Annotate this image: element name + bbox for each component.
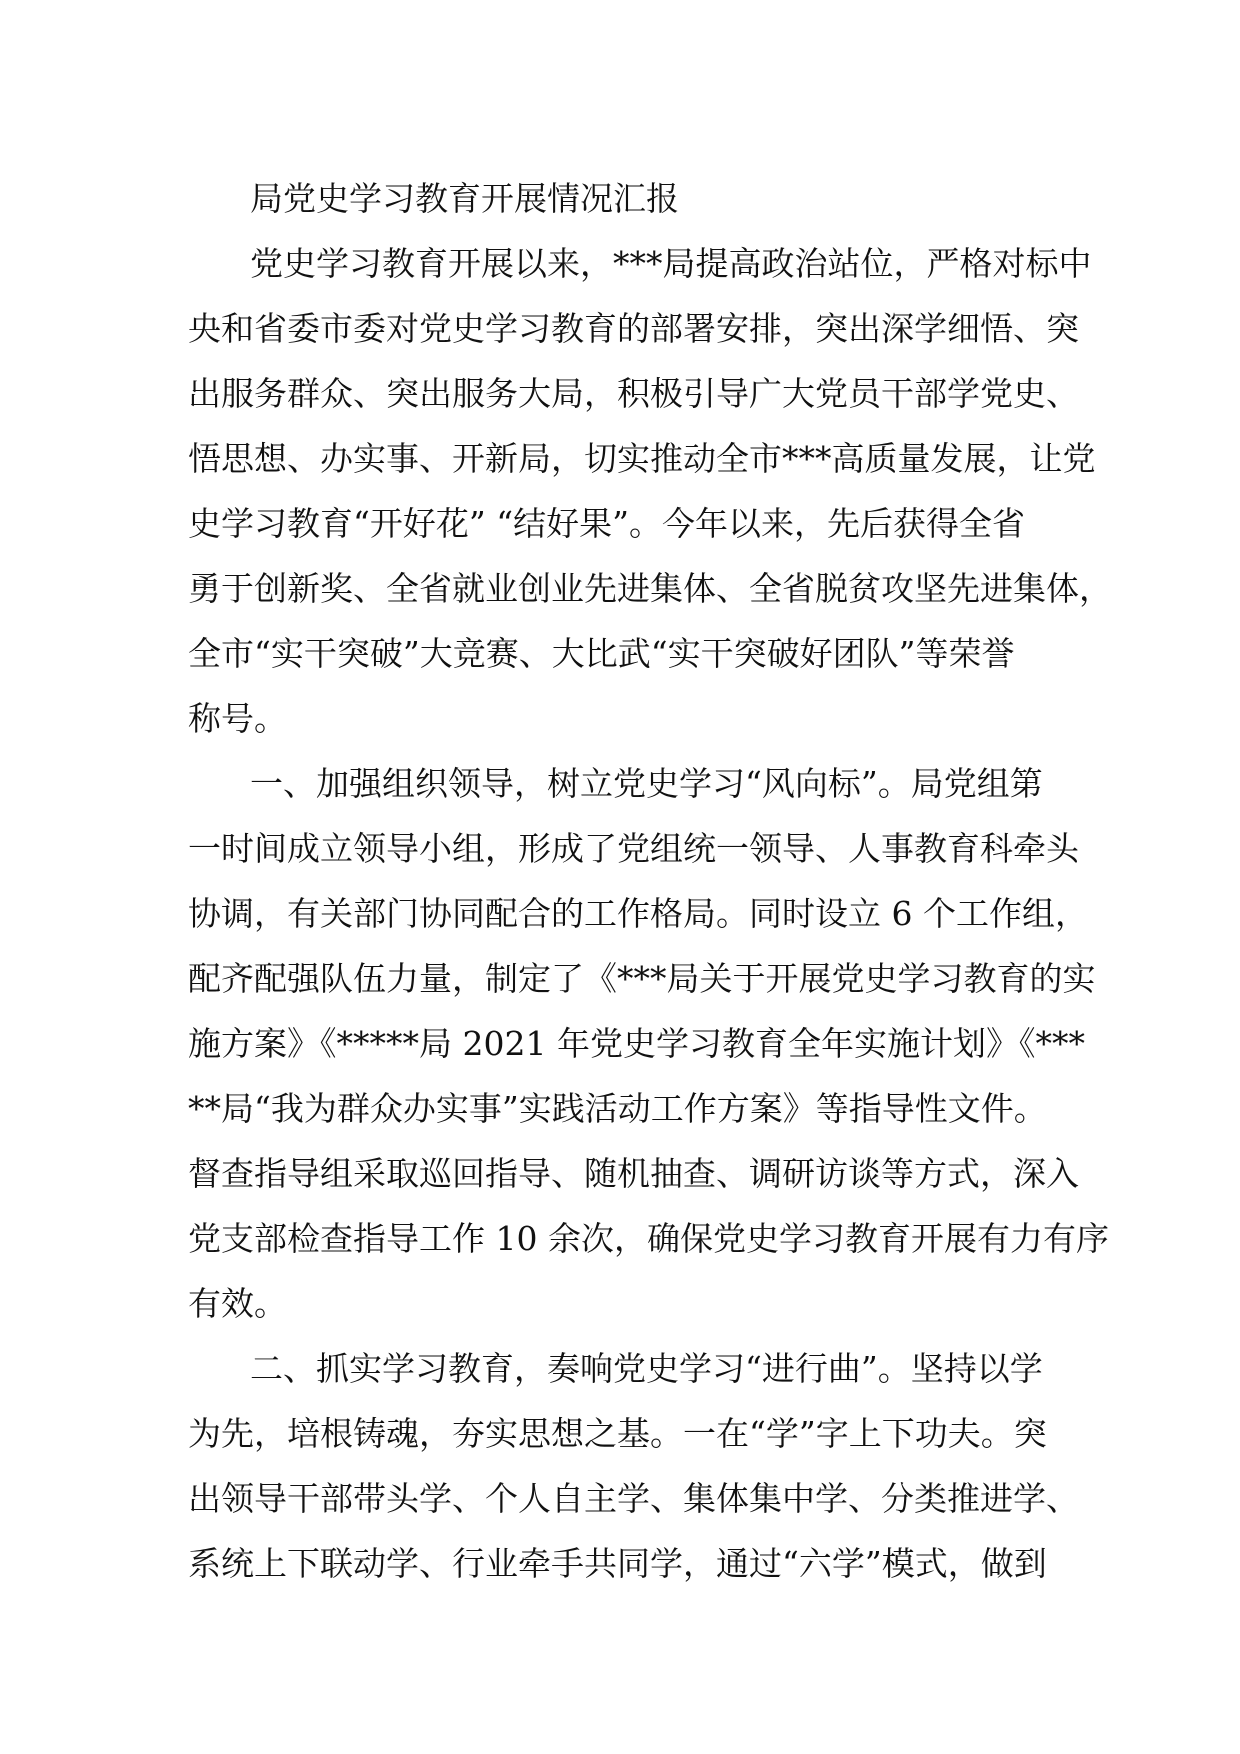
paragraph-line: 协调，有关部门协同配合的工作格局。同时设立 6 个工作组， <box>188 894 1088 933</box>
paragraph-line: **局“我为群众办实事”实践活动工作方案》等指导性文件。 <box>188 1089 1047 1128</box>
paragraph-section-one <box>188 751 1109 1336</box>
paragraph-line: 有效。 <box>188 1284 287 1323</box>
paragraph-line: 一时间成立领导小组，形成了党组统一领导、人事教育科牵头 <box>188 829 1079 868</box>
paragraph-line: 史学习教育“开好花” “结好果”。今年以来，先后获得全省 <box>188 504 1025 543</box>
paragraph-line: 悟思想、办实事、开新局，切实推动全市***高质量发展，让党 <box>188 439 1096 478</box>
paragraph-line: 党支部检查指导工作 10 余次，确保党史学习教育开展有力有序 <box>188 1219 1109 1258</box>
paragraph-intro <box>188 231 1112 751</box>
paragraph-line: 配齐配强队伍力量，制定了《***局关于开展党史学习教育的实 <box>188 959 1096 998</box>
paragraph-line: 党史学习教育开展以来，***局提高政治站位，严格对标中 <box>250 244 1092 283</box>
paragraph-line: 为先，培根铸魂，夯实思想之基。一在“学”字上下功夫。突 <box>188 1414 1047 1453</box>
paragraph-line: 勇于创新奖、全省就业创业先进集体、全省脱贫攻坚先进集体， <box>188 569 1112 608</box>
paragraph-line: 一、加强组织领导，树立党史学习“风向标”。局党组第 <box>250 764 1043 803</box>
paragraph-line: 系统上下联动学、行业牵手共同学，通过“六学”模式，做到 <box>188 1544 1047 1583</box>
paragraph-section-two <box>188 1336 1079 1596</box>
paragraph-line: 称号。 <box>188 699 287 738</box>
document-body <box>188 166 1112 1596</box>
paragraph-line: 督查指导组采取巡回指导、随机抽查、调研访谈等方式，深入 <box>188 1154 1079 1193</box>
paragraph-line: 出领导干部带头学、个人自主学、集体集中学、分类推进学、 <box>188 1479 1079 1518</box>
paragraph-line: 全市“实干突破”大竞赛、大比武“实干突破好团队”等荣誉 <box>188 634 1015 673</box>
paragraph-line: 二、抓实学习教育，奏响党史学习“进行曲”。坚持以学 <box>250 1349 1043 1388</box>
paragraph-line: 施方案》《*****局 2021 年党史学习教育全年实施计划》《*** <box>188 1024 1085 1063</box>
document-title: 局党史学习教育开展情况汇报 <box>250 179 679 218</box>
paragraph-line: 央和省委市委对党史学习教育的部署安排，突出深学细悟、突 <box>188 309 1079 348</box>
paragraph-line: 出服务群众、突出服务大局，积极引导广大党员干部学党史、 <box>188 374 1079 413</box>
